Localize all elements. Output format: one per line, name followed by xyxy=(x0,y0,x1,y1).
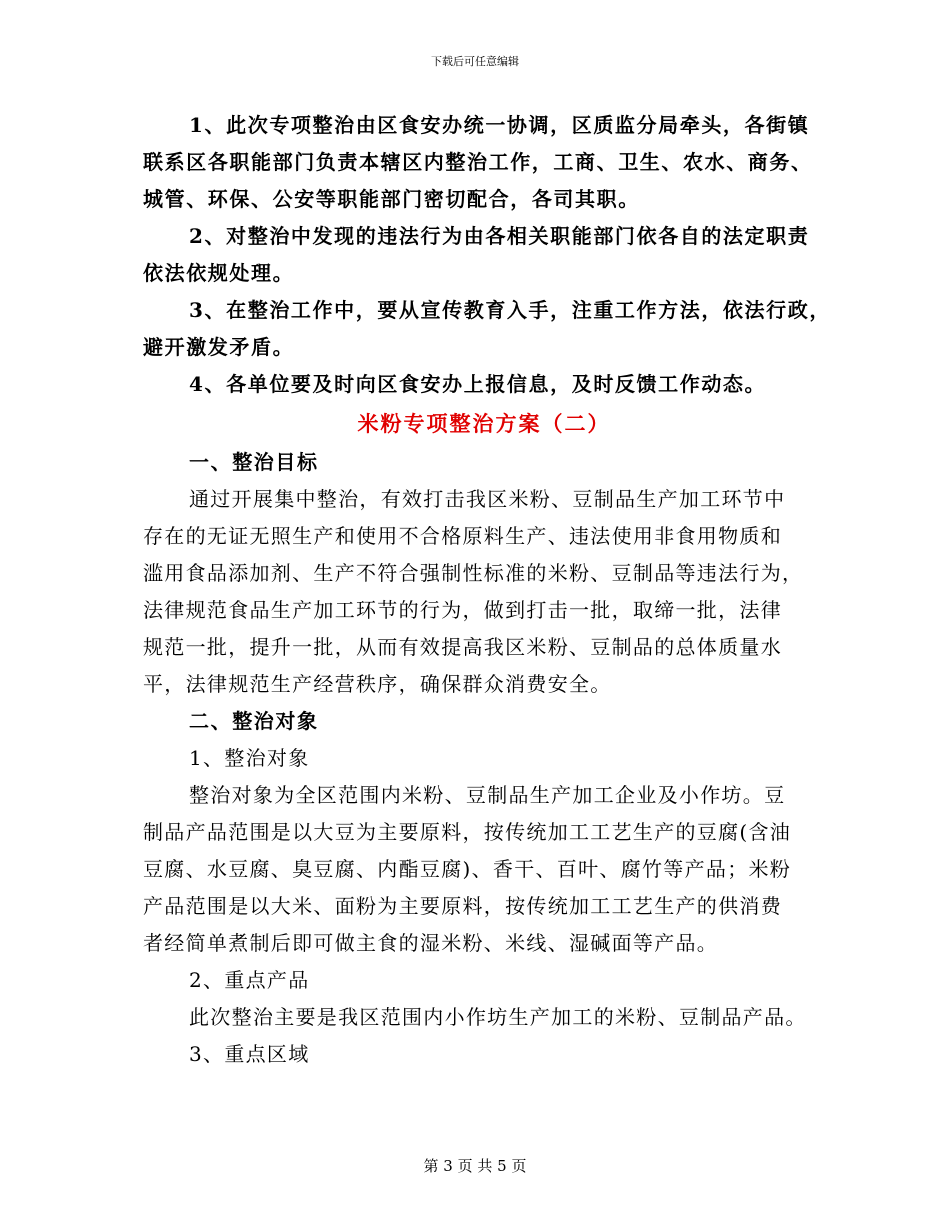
paragraph-line: 滥用食品添加剂、生产不符合强制性标准的米粉、豆制品等违法行为， xyxy=(143,561,804,585)
paragraph-line: 规范一批，提升一批，从而有效提高我区米粉、豆制品的总体质量水 xyxy=(143,635,782,659)
heading-targets: 二、整治对象 xyxy=(189,709,319,733)
paragraph-line: 法律规范食品生产加工环节的行为，做到打击一批，取缔一批，法律 xyxy=(143,598,782,622)
subheading-targets: 1、整治对象 xyxy=(189,746,310,770)
paragraph-line: 此次整治主要是我区范围内小作坊生产加工的米粉、豆制品产品。 xyxy=(189,1005,807,1029)
paragraph-line: 豆腐、水豆腐、臭豆腐、内酯豆腐)、香干、百叶、腐竹等产品；米粉 xyxy=(143,857,792,881)
paragraph-2 xyxy=(143,218,825,292)
header-note: 下载后可任意编辑 xyxy=(431,55,519,68)
paragraph-line: 者经简单煮制后即可做主食的湿米粉、米线、湿碱面等产品。 xyxy=(143,931,719,955)
paragraph-key-products xyxy=(143,999,825,1036)
paragraph-line: 城管、环保、公安等职能部门密切配合，各司其职。 xyxy=(143,187,640,211)
paragraph-line: 平，法律规范生产经营秩序，确保群众消费安全。 xyxy=(143,672,612,696)
paragraph-line: 依法依规处理。 xyxy=(143,261,295,285)
paragraph-line: 2、对整治中发现的违法行为由各相关职能部门依各自的法定职责 xyxy=(189,224,810,248)
paragraph-line: 联系区各职能部门负责本辖区内整治工作，工商、卫生、农水、商务、 xyxy=(143,150,813,174)
page-number: 第 3 页 共 5 页 xyxy=(423,1157,527,1175)
paragraph-line: 存在的无证无照生产和使用不合格原料生产、违法使用非食用物质和 xyxy=(143,524,782,548)
paragraph-line: 整治对象为全区范围内米粉、豆制品生产加工企业及小作坊。豆 xyxy=(189,783,786,807)
paragraph-3 xyxy=(143,292,831,366)
subheading-key-products: 2、重点产品 xyxy=(189,968,310,992)
subheading-key-areas: 3、重点区域 xyxy=(189,1042,310,1066)
paragraph-targets xyxy=(143,777,825,962)
section-title: 米粉专项整治方案（二） xyxy=(357,411,611,436)
paragraph-line: 通过开展集中整治，有效打击我区米粉、豆制品生产加工环节中 xyxy=(189,487,786,511)
paragraph-1 xyxy=(143,107,825,218)
paragraph-line: 制品产品范围是以大豆为主要原料，按传统加工工艺生产的豆腐(含油 xyxy=(143,820,792,844)
paragraph-line: 产品范围是以大米、面粉为主要原料，按传统加工工艺生产的供消费 xyxy=(143,894,782,918)
document-body xyxy=(143,107,831,1073)
paragraph-line: 避开激发矛盾。 xyxy=(143,335,295,359)
paragraph-4 xyxy=(143,366,825,403)
heading-objective: 一、整治目标 xyxy=(189,450,319,474)
paragraph-line: 3、在整治工作中，要从宣传教育入手，注重工作方法，依法行政， xyxy=(189,298,831,322)
paragraph-line: 4、各单位要及时向区食安办上报信息，及时反馈工作动态。 xyxy=(189,372,767,396)
paragraph-line: 1、此次专项整治由区食安办统一协调，区质监分局牵头，各街镇 xyxy=(189,113,810,137)
paragraph-objective xyxy=(143,481,825,703)
